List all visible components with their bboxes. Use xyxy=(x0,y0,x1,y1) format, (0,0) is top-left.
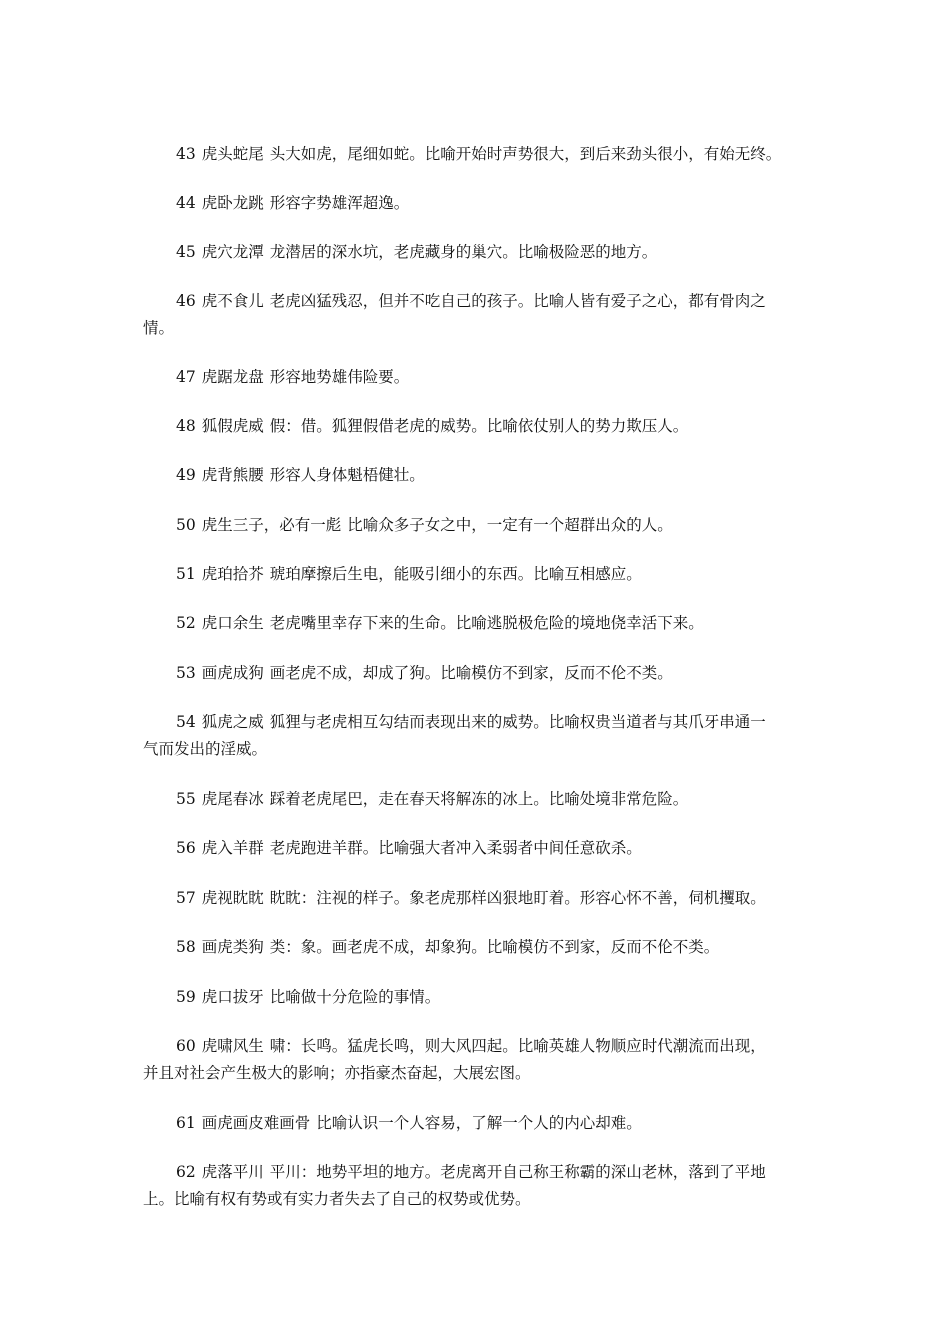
entry-idiom: 虎背熊腰 xyxy=(201,466,264,484)
idiom-entry-51 xyxy=(143,561,813,588)
entry-number: 53 xyxy=(176,664,196,682)
idiom-entry-47 xyxy=(143,364,813,391)
entry-idiom: 虎头蛇尾 xyxy=(201,145,264,163)
entry-number: 59 xyxy=(176,988,196,1006)
idiom-entry-53 xyxy=(143,660,813,687)
idiom-entry-54 xyxy=(143,709,813,763)
entry-definition: 假：借。狐狸假借老虎的威势。比喻依仗别人的势力欺压人。 xyxy=(269,417,689,435)
entry-idiom: 虎口余生 xyxy=(201,614,264,632)
entry-definition: 形容地势雄伟险要。 xyxy=(269,368,410,386)
entry-number: 46 xyxy=(176,292,196,310)
entry-definition: 眈眈：注视的样子。象老虎那样凶狠地盯着。形容心怀不善，伺机攫取。 xyxy=(269,889,766,907)
entry-definition: 老虎跑进羊群。比喻强大者冲入柔弱者中间任意砍杀。 xyxy=(269,839,642,857)
idiom-entry-44 xyxy=(143,190,813,217)
entry-number: 54 xyxy=(176,713,196,731)
entry-idiom: 虎视眈眈 xyxy=(201,889,264,907)
entry-idiom: 画虎类狗 xyxy=(201,938,264,956)
idiom-entry-52 xyxy=(143,610,813,637)
entry-definition: 狐狸与老虎相互勾结而表现出来的威势。比喻权贵当道者与其爪牙串通一 xyxy=(269,713,766,731)
entry-definition: 比喻众多子女之中，一定有一个超群出众的人。 xyxy=(347,516,673,534)
entry-idiom: 虎卧龙跳 xyxy=(201,194,264,212)
entry-definition: 比喻认识一个人容易，了解一个人的内心却难。 xyxy=(316,1114,642,1132)
entry-idiom: 虎口拔牙 xyxy=(201,988,264,1006)
entry-number: 47 xyxy=(176,368,196,386)
entry-definition: 啸：长鸣。猛虎长鸣，则大风四起。比喻英雄人物顺应时代潮流而出现， xyxy=(269,1037,766,1055)
entry-number: 49 xyxy=(176,466,196,484)
idiom-entry-50 xyxy=(143,512,813,539)
idiom-entry-61 xyxy=(143,1110,813,1137)
idiom-entry-58 xyxy=(143,934,813,961)
entry-definition: 类：象。画老虎不成，却象狗。比喻模仿不到家，反而不伦不类。 xyxy=(269,938,720,956)
entry-idiom: 虎穴龙潭 xyxy=(201,243,264,261)
entry-number: 60 xyxy=(176,1037,196,1055)
idiom-entry-49 xyxy=(143,462,813,489)
entry-definition: 平川：地势平坦的地方。老虎离开自己称王称霸的深山老林，落到了平地 xyxy=(269,1163,766,1181)
entry-number: 52 xyxy=(176,614,196,632)
entry-number: 51 xyxy=(176,565,196,583)
idiom-entry-56 xyxy=(143,835,813,862)
idiom-entry-60 xyxy=(143,1033,813,1087)
entry-definition-continued: 气而发出的淫威。 xyxy=(143,740,268,758)
entry-definition: 琥珀摩擦后生电，能吸引细小的东西。比喻互相感应。 xyxy=(269,565,642,583)
entry-definition-continued: 上。比喻有权有势或有实力者失去了自己的权势或优势。 xyxy=(143,1190,531,1208)
entry-definition: 比喻做十分危险的事情。 xyxy=(269,988,441,1006)
entry-definition: 老虎凶猛残忍，但并不吃自己的孩子。比喻人皆有爱子之心，都有骨肉之 xyxy=(269,292,766,310)
entry-definition: 形容字势雄浑超逸。 xyxy=(269,194,410,212)
entry-number: 45 xyxy=(176,243,196,261)
entry-idiom: 虎尾春冰 xyxy=(201,790,264,808)
idiom-entry-48 xyxy=(143,413,813,440)
entry-idiom: 虎珀拾芥 xyxy=(201,565,264,583)
entry-definition-continued: 并且对社会产生极大的影响；亦指豪杰奋起，大展宏图。 xyxy=(143,1064,531,1082)
idiom-entry-62 xyxy=(143,1159,813,1213)
entry-idiom: 虎入羊群 xyxy=(201,839,264,857)
entry-idiom: 狐假虎威 xyxy=(201,417,264,435)
entry-definition: 龙潜居的深水坑，老虎藏身的巢穴。比喻极险恶的地方。 xyxy=(269,243,658,261)
entry-idiom: 画虎成狗 xyxy=(201,664,264,682)
entry-idiom: 虎啸风生 xyxy=(201,1037,264,1055)
idiom-entry-57 xyxy=(143,885,813,912)
entry-definition: 形容人身体魁梧健壮。 xyxy=(269,466,425,484)
entry-idiom: 狐虎之威 xyxy=(201,713,264,731)
entry-number: 62 xyxy=(176,1163,196,1181)
entry-definition: 画老虎不成，却成了狗。比喻模仿不到家，反而不伦不类。 xyxy=(269,664,673,682)
entry-number: 44 xyxy=(176,194,196,212)
entry-number: 55 xyxy=(176,790,196,808)
entry-definition: 头大如虎，尾细如蛇。比喻开始时声势很大，到后来劲头很小，有始无终。 xyxy=(269,145,782,163)
entry-definition: 踩着老虎尾巴，走在春天将解冻的冰上。比喻处境非常危险。 xyxy=(269,790,689,808)
idiom-entry-46 xyxy=(143,288,813,342)
entry-idiom: 虎落平川 xyxy=(201,1163,264,1181)
entry-idiom: 虎踞龙盘 xyxy=(201,368,264,386)
entry-idiom: 画虎画皮难画骨 xyxy=(201,1114,311,1132)
entry-idiom: 虎生三子，必有一彪 xyxy=(201,516,342,534)
entry-idiom: 虎不食儿 xyxy=(201,292,264,310)
idiom-entry-43 xyxy=(143,141,813,168)
entry-definition: 老虎嘴里幸存下来的生命。比喻逃脱极危险的境地侥幸活下来。 xyxy=(269,614,704,632)
idiom-entry-55 xyxy=(143,786,813,813)
entry-number: 43 xyxy=(176,145,196,163)
entry-number: 61 xyxy=(176,1114,196,1132)
idiom-entry-59 xyxy=(143,984,813,1011)
entry-number: 56 xyxy=(176,839,196,857)
entry-number: 48 xyxy=(176,417,196,435)
idiom-entry-45 xyxy=(143,239,813,266)
entry-definition-continued: 情。 xyxy=(143,319,175,337)
entry-number: 58 xyxy=(176,938,196,956)
entry-number: 57 xyxy=(176,889,196,907)
entry-number: 50 xyxy=(176,516,196,534)
